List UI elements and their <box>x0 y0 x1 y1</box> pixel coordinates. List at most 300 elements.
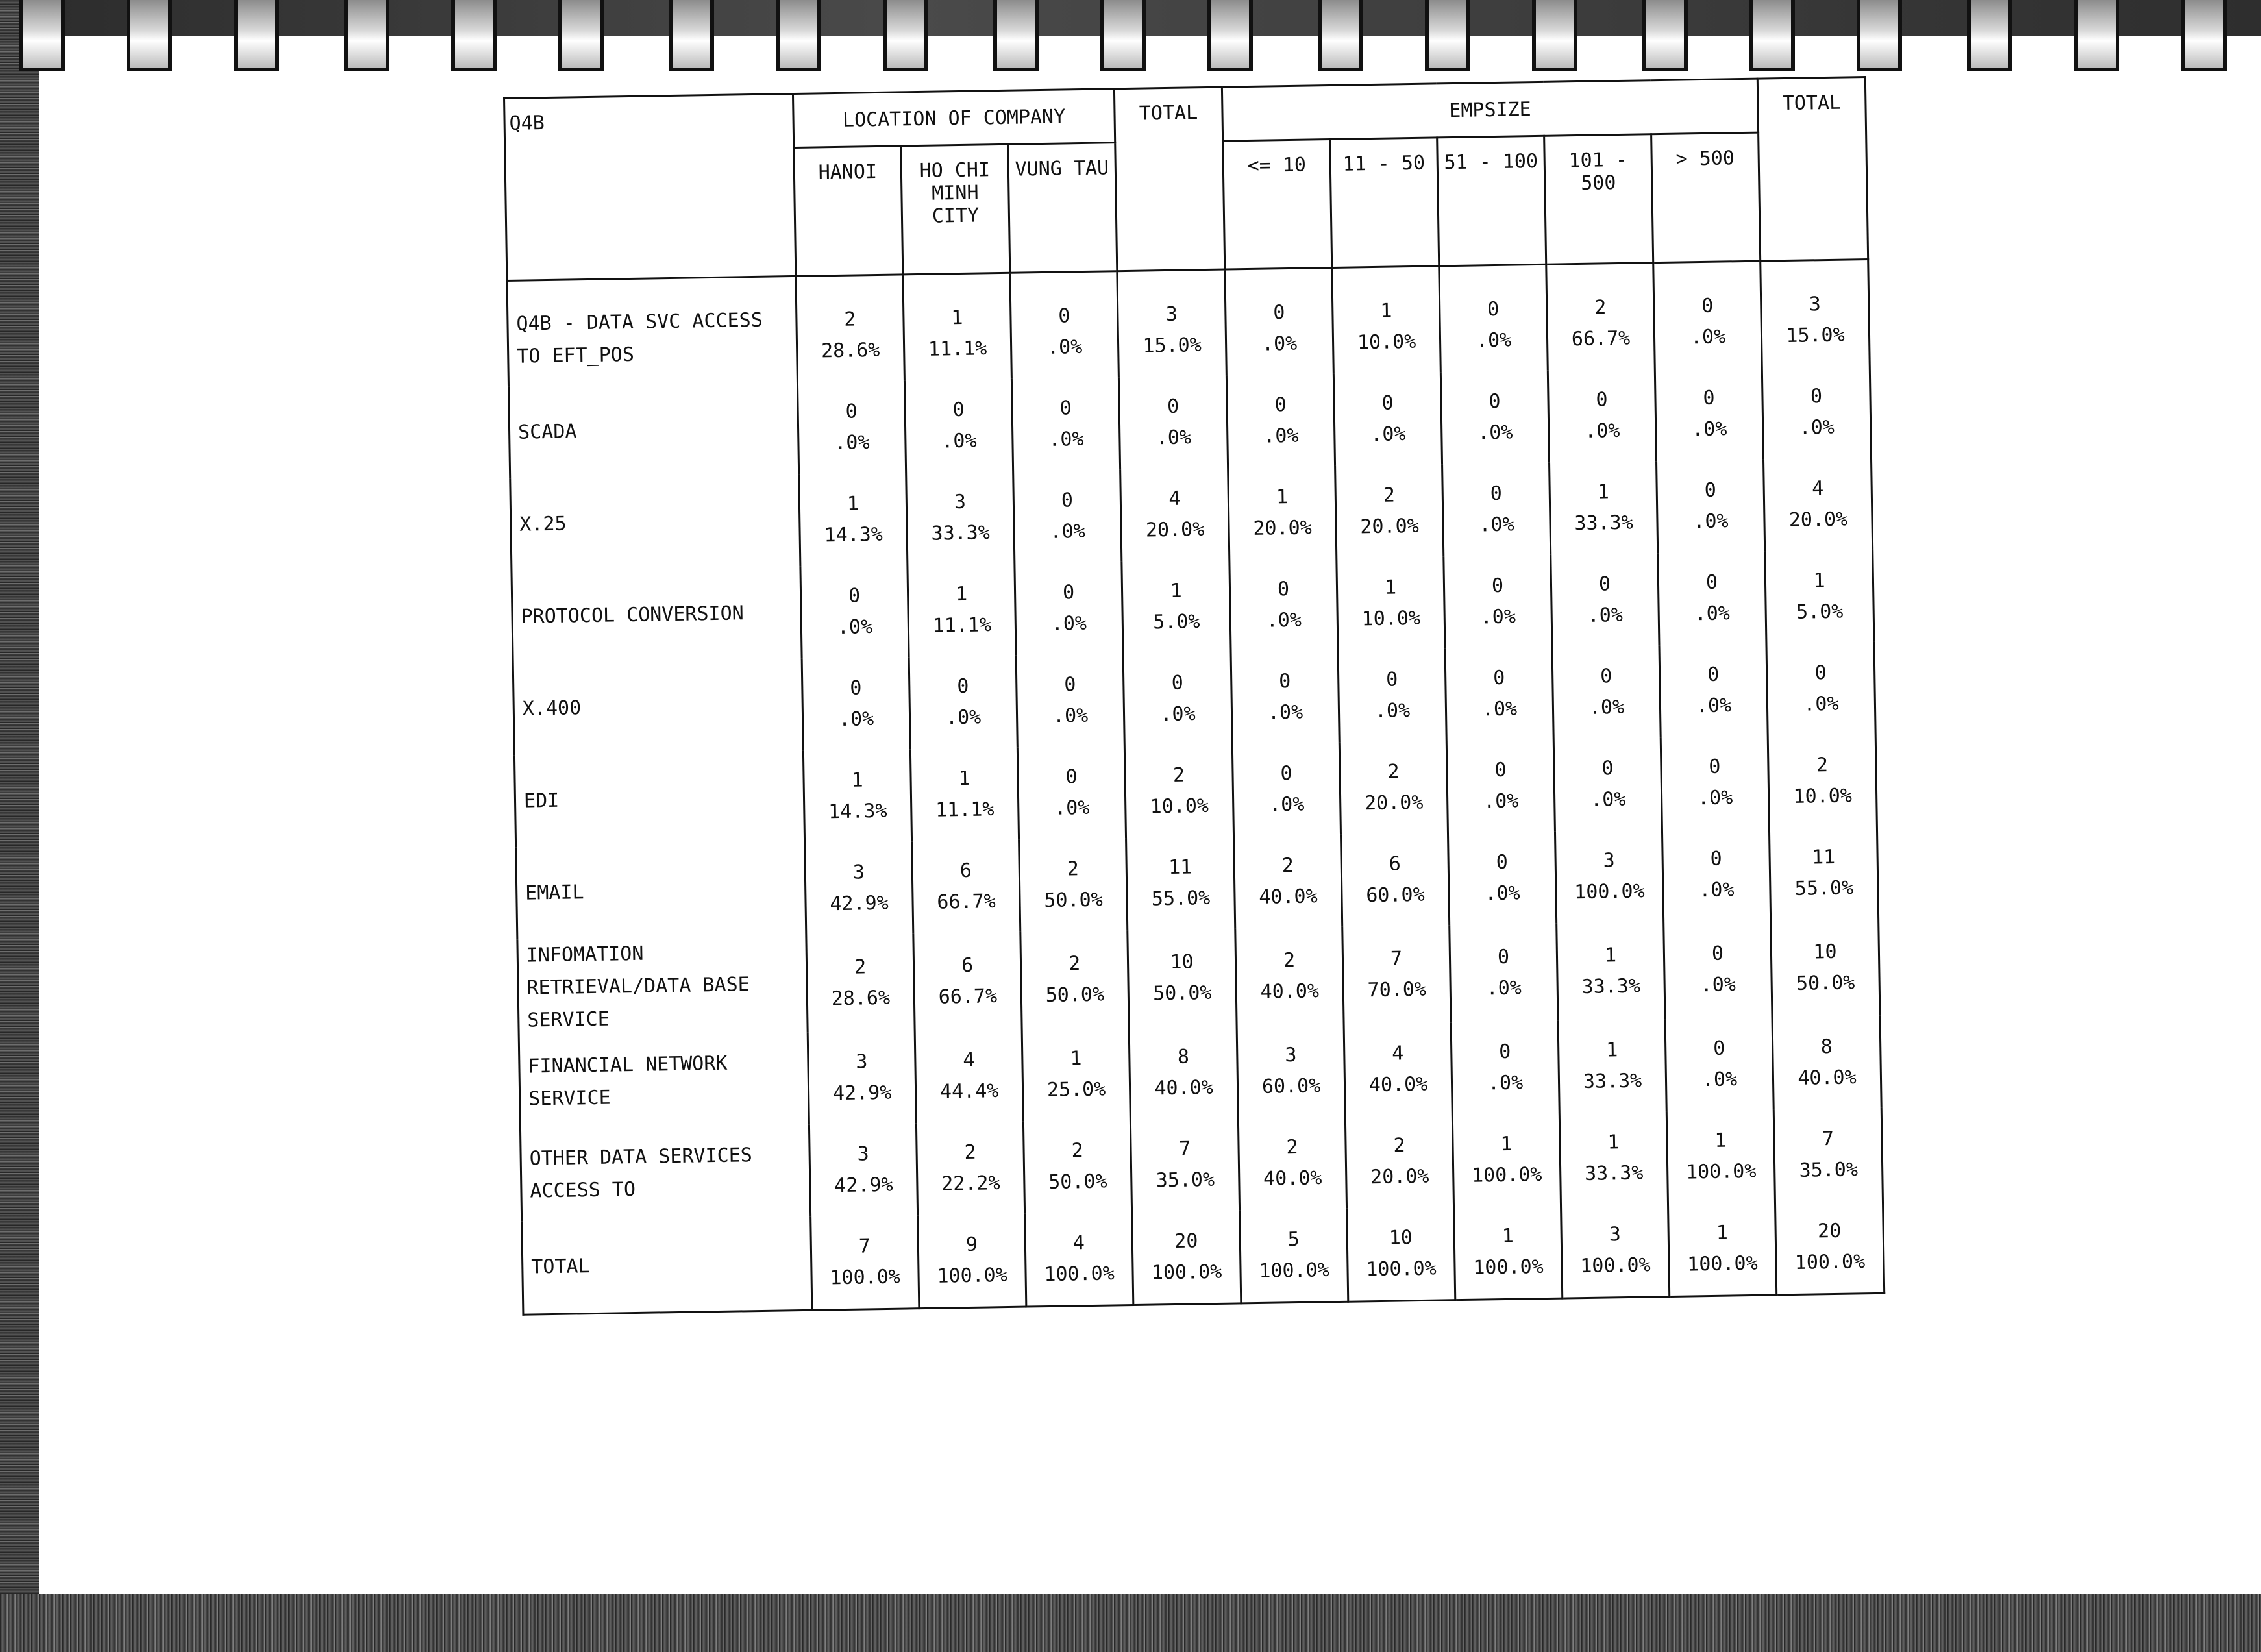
total-header-empsize: TOTAL <box>1757 77 1868 262</box>
row-label: EDI <box>514 751 804 848</box>
cell-count: 1 <box>1500 1132 1513 1156</box>
row-label: X.25 <box>510 475 800 571</box>
table-cell <box>1122 560 1231 654</box>
cell-count: 0 <box>1058 304 1070 328</box>
cell-percent: 33.3% <box>1574 511 1633 536</box>
table-cell <box>908 563 1016 658</box>
table-cell <box>1762 365 1871 460</box>
cell-percent: .0% <box>945 706 982 730</box>
cell-count: 5 <box>1287 1227 1300 1251</box>
cell-count: 0 <box>848 584 861 608</box>
cell-count: 0 <box>1496 850 1509 874</box>
cell-count: 1 <box>1714 1129 1727 1152</box>
cell-count: 4 <box>1811 477 1824 500</box>
row-label: TOTAL <box>522 1217 812 1314</box>
cell-count: 1 <box>1716 1221 1729 1244</box>
cell-count: 2 <box>1283 949 1296 972</box>
cell-percent: 50.0% <box>1048 1170 1107 1194</box>
cell-count: 1 <box>1597 480 1610 504</box>
cell-percent: .0% <box>1050 519 1085 543</box>
col-header-vung-tau: VUNG TAU <box>1008 143 1117 273</box>
cell-count: 0 <box>1596 388 1608 412</box>
table-cell <box>1337 556 1445 650</box>
cell-percent: 28.6% <box>821 338 880 363</box>
cell-percent: 70.0% <box>1367 978 1427 1002</box>
row-label: PROTOCOL CONVERSION <box>512 567 802 663</box>
table-cell <box>918 1214 1026 1309</box>
cell-count: 0 <box>1705 571 1718 594</box>
table-cell <box>1451 1021 1559 1115</box>
table-cell <box>1766 642 1875 736</box>
cell-percent: 60.0% <box>1366 883 1425 907</box>
cell-percent: 100.0% <box>1473 1255 1544 1279</box>
cell-count: 2 <box>844 308 856 331</box>
table-cell <box>1117 269 1227 377</box>
cell-count: 3 <box>1285 1043 1297 1067</box>
cell-count: 0 <box>1490 482 1503 506</box>
table-cell <box>1775 1200 1884 1295</box>
table-cell <box>1335 464 1444 558</box>
cell-percent: 5.0% <box>1152 610 1200 634</box>
binder-ring <box>344 0 389 71</box>
table-cell <box>1555 830 1663 924</box>
cell-count: 0 <box>1703 386 1715 410</box>
cell-percent: 100.0% <box>1685 1159 1757 1184</box>
table-cell <box>1235 927 1344 1026</box>
cell-count: 0 <box>1709 755 1721 778</box>
col-header-le-10: <= 10 <box>1223 140 1332 270</box>
cell-percent: 50.0% <box>1152 981 1212 1005</box>
binder-ring <box>1207 0 1253 71</box>
cell-count: 11 <box>1811 845 1836 869</box>
table-cell <box>1769 826 1878 920</box>
table-cell <box>1445 647 1553 741</box>
row-label: INFOMATION RETRIEVAL/DATA BASE SERVICE <box>517 935 808 1037</box>
cell-count: 2 <box>1172 763 1185 787</box>
table-cell <box>915 1029 1023 1124</box>
cell-count: 0 <box>1710 847 1722 870</box>
table-cell <box>1015 561 1123 656</box>
table-cell <box>1333 372 1442 466</box>
binder-ring <box>558 0 604 71</box>
cell-count: 0 <box>1277 578 1290 601</box>
table-cell <box>1130 1118 1239 1212</box>
cell-percent: .0% <box>1263 424 1299 448</box>
table-cell <box>1226 374 1335 468</box>
dark-background-left <box>0 0 39 1652</box>
cell-count: 10 <box>1813 940 1837 964</box>
cell-count: 8 <box>1177 1045 1190 1068</box>
table-cell <box>1017 746 1126 840</box>
cell-count: 4 <box>963 1048 975 1072</box>
table-cell <box>805 841 913 935</box>
cell-percent: 100.0% <box>937 1264 1008 1288</box>
binder-ring <box>2074 0 2119 71</box>
table-cell <box>1022 1028 1130 1122</box>
cell-percent: 10.0% <box>1361 606 1421 631</box>
cell-percent: .0% <box>1479 513 1514 537</box>
cell-count: 0 <box>1167 395 1180 418</box>
cell-percent: .0% <box>1693 510 1729 534</box>
table-cell <box>1553 737 1662 832</box>
table-cell <box>1552 645 1661 739</box>
cell-count: 3 <box>1609 1223 1622 1246</box>
cell-percent: .0% <box>1487 1071 1524 1095</box>
table-cell <box>1444 555 1552 649</box>
cell-count: 2 <box>1071 1139 1083 1163</box>
cell-count: 2 <box>1393 1134 1405 1157</box>
table-cell <box>1668 1202 1776 1296</box>
cell-count: 1 <box>1070 1047 1082 1070</box>
cell-count: 2 <box>1816 754 1829 777</box>
cell-count: 1 <box>1501 1224 1514 1248</box>
table-cell <box>904 379 1013 473</box>
cell-percent: 42.9% <box>830 891 889 916</box>
table-cell <box>1666 1109 1775 1203</box>
table-cell <box>1347 1207 1455 1301</box>
cell-count: 3 <box>1165 302 1178 327</box>
cell-percent: .0% <box>1052 704 1089 728</box>
table-cell <box>1126 836 1235 930</box>
cell-percent: .0% <box>1587 604 1624 627</box>
cell-count: 3 <box>954 490 967 514</box>
table-cell <box>1023 1120 1131 1214</box>
cell-count: 2 <box>1286 1135 1298 1159</box>
cell-percent: 66.7% <box>938 985 998 1009</box>
cell-count: 0 <box>1497 945 1510 969</box>
binder-ring <box>993 0 1039 71</box>
table-cell <box>906 471 1015 565</box>
cell-percent: .0% <box>1160 702 1196 726</box>
table-cell <box>1228 466 1337 560</box>
table-cell <box>797 380 906 475</box>
cell-count: 0 <box>1385 668 1398 691</box>
table-cell <box>1559 1111 1668 1205</box>
cell-count: 0 <box>1711 942 1724 965</box>
table-cell <box>1238 1116 1346 1211</box>
table-cell <box>811 1215 919 1310</box>
cell-count: 0 <box>845 400 858 423</box>
cell-percent: .0% <box>1691 417 1727 441</box>
cell-count: 4 <box>1072 1231 1085 1255</box>
cell-count: 1 <box>1170 579 1182 602</box>
cell-percent: .0% <box>1266 608 1302 632</box>
cell-percent: 11.1% <box>932 613 992 637</box>
table-cell <box>1240 1209 1348 1303</box>
cell-percent: 33.3% <box>1584 1161 1644 1186</box>
cell-percent: .0% <box>1697 786 1733 810</box>
col-header-ho-chi-minh-city: HO CHI MINH CITY <box>901 144 1010 275</box>
cell-percent: 10.0% <box>1793 784 1853 808</box>
cell-count: 20 <box>1174 1229 1198 1253</box>
table-cell <box>1338 648 1446 743</box>
binder-ring <box>234 0 279 71</box>
dark-background-bottom <box>0 1594 2261 1652</box>
table-cell <box>913 932 1022 1031</box>
cell-count: 0 <box>1274 393 1287 417</box>
cell-percent: 20.0% <box>1360 514 1419 539</box>
cell-percent: 40.0% <box>1368 1072 1428 1097</box>
cell-percent: .0% <box>838 708 874 731</box>
cell-percent: .0% <box>834 431 870 455</box>
cell-count: 0 <box>1273 301 1285 325</box>
table-cell <box>1342 925 1451 1024</box>
row-label: Q4B - DATA SVC ACCESS TO EFT_POS <box>507 276 798 386</box>
cell-percent: .0% <box>1699 878 1735 902</box>
table-cell <box>1450 924 1558 1023</box>
cell-count: 0 <box>1171 671 1184 695</box>
cell-percent: 15.0% <box>1786 323 1845 347</box>
table-cell <box>1442 463 1551 557</box>
cell-count: 0 <box>850 676 862 700</box>
cell-percent: 28.6% <box>831 986 891 1011</box>
cell-percent: 35.0% <box>1155 1168 1215 1192</box>
binder-ring <box>451 0 497 71</box>
cell-count: 2 <box>1594 296 1607 319</box>
table-cell <box>1225 267 1334 375</box>
row-label: OTHER DATA SERVICES ACCESS TO <box>520 1125 810 1222</box>
cell-percent: .0% <box>1694 602 1731 626</box>
table-cell <box>903 273 1012 380</box>
table-cell <box>1765 550 1874 644</box>
cell-count: 1 <box>1605 1039 1618 1062</box>
cell-count: 10 <box>1170 950 1194 974</box>
binder-ring <box>669 0 714 71</box>
cell-count: 1 <box>951 306 963 330</box>
cell-count: 1 <box>1604 944 1617 967</box>
cell-percent: 20.0% <box>1370 1165 1429 1189</box>
cell-percent: .0% <box>1696 694 1732 718</box>
cell-count: 0 <box>1491 574 1504 598</box>
cell-percent: .0% <box>1590 787 1626 811</box>
table-cell <box>1440 371 1549 465</box>
cell-percent: .0% <box>1374 699 1411 723</box>
table-cell <box>808 1031 916 1125</box>
table-cell <box>1561 1203 1670 1298</box>
table-cell <box>1332 266 1441 374</box>
cell-percent: 100.0% <box>1259 1259 1329 1283</box>
cell-percent: 5.0% <box>1796 600 1844 624</box>
table-cell <box>1772 1016 1881 1110</box>
cell-percent: 33.3% <box>1583 1069 1642 1094</box>
cell-count: 20 <box>1817 1219 1842 1243</box>
cell-percent: 100.0% <box>830 1265 901 1290</box>
table-cell <box>1655 367 1763 462</box>
cell-percent: .0% <box>1051 611 1087 635</box>
cell-percent: 66.7% <box>1571 327 1631 351</box>
cell-count: 1 <box>958 767 970 791</box>
cell-count: 0 <box>1280 762 1292 785</box>
table-cell <box>1768 734 1877 828</box>
cell-count: 11 <box>1168 856 1192 880</box>
cell-count: 0 <box>1601 757 1614 780</box>
row-label: EMAIL <box>516 843 806 940</box>
cell-percent: .0% <box>1588 695 1625 719</box>
table-cell <box>1234 835 1342 929</box>
cell-count: 3 <box>1603 849 1615 872</box>
cell-percent: .0% <box>941 429 977 453</box>
cell-percent: 40.0% <box>1260 980 1320 1004</box>
cell-count: 0 <box>1061 489 1074 512</box>
table-cell <box>1345 1115 1453 1209</box>
table-cell <box>1129 1026 1238 1120</box>
binder-ring <box>1100 0 1146 71</box>
cell-count: 1 <box>1607 1131 1620 1154</box>
cell-count: 7 <box>1822 1128 1835 1151</box>
cell-percent: 33.3% <box>931 521 991 545</box>
table-cell <box>803 749 911 843</box>
cell-count: 9 <box>965 1233 978 1257</box>
col-header-101-500: 101 - 500 <box>1544 134 1653 265</box>
cell-percent: 55.0% <box>1794 876 1854 900</box>
table-cell <box>1446 739 1555 833</box>
binder-ring <box>1318 0 1363 71</box>
table-cell <box>809 1123 917 1217</box>
table-cell <box>1761 260 1870 367</box>
cell-percent: .0% <box>1803 692 1839 716</box>
table-cell <box>1341 833 1450 927</box>
table-cell <box>799 473 908 567</box>
table-cell <box>1128 928 1237 1028</box>
cell-count: 0 <box>957 674 969 698</box>
cell-count: 2 <box>854 955 867 979</box>
cell-percent: .0% <box>1477 421 1513 445</box>
cell-count: 3 <box>857 1142 869 1166</box>
table-cell <box>1132 1210 1241 1305</box>
cell-percent: 11.1% <box>935 798 995 822</box>
cell-percent: 25.0% <box>1046 1078 1106 1102</box>
cell-percent: 22.2% <box>941 1172 1000 1196</box>
cell-percent: 55.0% <box>1151 887 1211 911</box>
cell-count: 0 <box>1062 581 1075 604</box>
cell-percent: .0% <box>1155 426 1192 450</box>
cell-count: 6 <box>961 954 974 978</box>
cell-count: 3 <box>852 861 865 884</box>
table-cell <box>1664 920 1772 1019</box>
cell-percent: 10.0% <box>1150 795 1209 819</box>
col-header-hanoi: HANOI <box>794 146 903 277</box>
cell-count: 3 <box>1809 293 1822 316</box>
cell-count: 0 <box>1704 478 1717 502</box>
cell-count: 2 <box>964 1140 976 1165</box>
cell-percent: 20.0% <box>1253 516 1312 540</box>
cell-percent: 50.0% <box>1796 971 1855 995</box>
table-row <box>507 260 1870 387</box>
cell-count: 2 <box>1067 857 1080 881</box>
cell-count: 0 <box>1814 661 1827 685</box>
table-cell <box>1773 1108 1883 1202</box>
row-label: X.400 <box>513 659 803 756</box>
table-cell <box>916 1122 1024 1216</box>
table-cell <box>1665 1017 1773 1111</box>
cell-percent: .0% <box>1370 423 1406 447</box>
cell-percent: 14.3% <box>828 799 887 824</box>
cell-count: 1 <box>1384 576 1397 599</box>
cell-percent: 100.0% <box>1687 1251 1758 1276</box>
cell-count: 0 <box>1600 665 1612 688</box>
cell-percent: 100.0% <box>1044 1262 1115 1287</box>
cell-count: 0 <box>1064 673 1076 697</box>
row-label: FINANCIAL NETWORK SERVICE <box>519 1033 809 1129</box>
cell-percent: 35.0% <box>1799 1158 1859 1182</box>
cell-percent: 20.0% <box>1788 508 1848 532</box>
cell-percent: .0% <box>1799 415 1835 439</box>
table-cell <box>1661 736 1769 830</box>
table-cell <box>1657 460 1765 554</box>
cell-percent: 10.0% <box>1357 330 1416 354</box>
cell-count: 1 <box>955 582 968 606</box>
table-cell <box>1771 918 1880 1018</box>
table-cell <box>1020 930 1129 1029</box>
table-cell <box>1550 461 1658 555</box>
corner-label: Q4B <box>504 93 796 280</box>
cell-percent: .0% <box>1261 332 1298 356</box>
cell-count: 0 <box>1707 663 1720 686</box>
table-cell <box>1659 644 1768 738</box>
cell-count: 0 <box>1498 1040 1511 1064</box>
cell-percent: 60.0% <box>1261 1074 1321 1098</box>
cell-count: 0 <box>1381 391 1394 415</box>
cell-percent: 40.0% <box>1154 1076 1214 1100</box>
cell-count: 1 <box>851 769 863 792</box>
location-group-header: LOCATION OF COMPANY <box>793 89 1115 148</box>
table-cell <box>1546 263 1655 371</box>
binder-ring <box>776 0 821 71</box>
table-cell <box>910 748 1019 842</box>
cell-percent: 40.0% <box>1263 1166 1322 1190</box>
cell-percent: .0% <box>1485 881 1520 906</box>
cell-count: 1 <box>1813 569 1825 593</box>
cell-count: 0 <box>1492 666 1505 690</box>
cell-percent: 100.0% <box>1574 880 1645 904</box>
table-cell <box>1231 650 1339 745</box>
cell-percent: .0% <box>1701 1068 1738 1092</box>
table-cell <box>1013 469 1122 563</box>
cell-percent: 100.0% <box>1471 1163 1542 1187</box>
table-cell <box>1658 552 1766 646</box>
binder-ring <box>2181 0 2227 71</box>
cell-count: 0 <box>1712 1037 1725 1060</box>
table-cell <box>1229 558 1338 652</box>
cell-count: 7 <box>1390 947 1403 970</box>
cell-count: 4 <box>1392 1042 1404 1065</box>
cell-percent: 100.0% <box>1366 1257 1437 1281</box>
table-cell <box>909 656 1017 750</box>
cell-percent: 11.1% <box>928 337 987 361</box>
table-cell <box>1452 1113 1561 1207</box>
cell-count: 0 <box>1494 758 1507 782</box>
table-cell <box>1548 369 1656 463</box>
cell-count: 0 <box>1810 385 1823 408</box>
cell-percent: 15.0% <box>1143 334 1202 358</box>
cell-count: 10 <box>1389 1226 1413 1250</box>
cell-percent: 44.4% <box>939 1079 999 1103</box>
cell-count: 6 <box>1389 852 1402 876</box>
binder-ring <box>1967 0 2012 71</box>
cell-percent: 40.0% <box>1259 885 1318 909</box>
table-cell <box>1025 1212 1133 1307</box>
cell-percent: 42.9% <box>832 1081 892 1105</box>
table-body <box>507 260 1884 1315</box>
table-cell <box>1653 261 1762 369</box>
binder-ring <box>1642 0 1688 71</box>
empsize-group-header: EMPSIZE <box>1222 79 1758 141</box>
binder-ring <box>19 0 65 71</box>
table-cell <box>1120 468 1229 562</box>
total-header-location: TOTAL <box>1114 87 1224 271</box>
table-cell <box>800 565 909 659</box>
table-cell <box>1118 376 1228 470</box>
